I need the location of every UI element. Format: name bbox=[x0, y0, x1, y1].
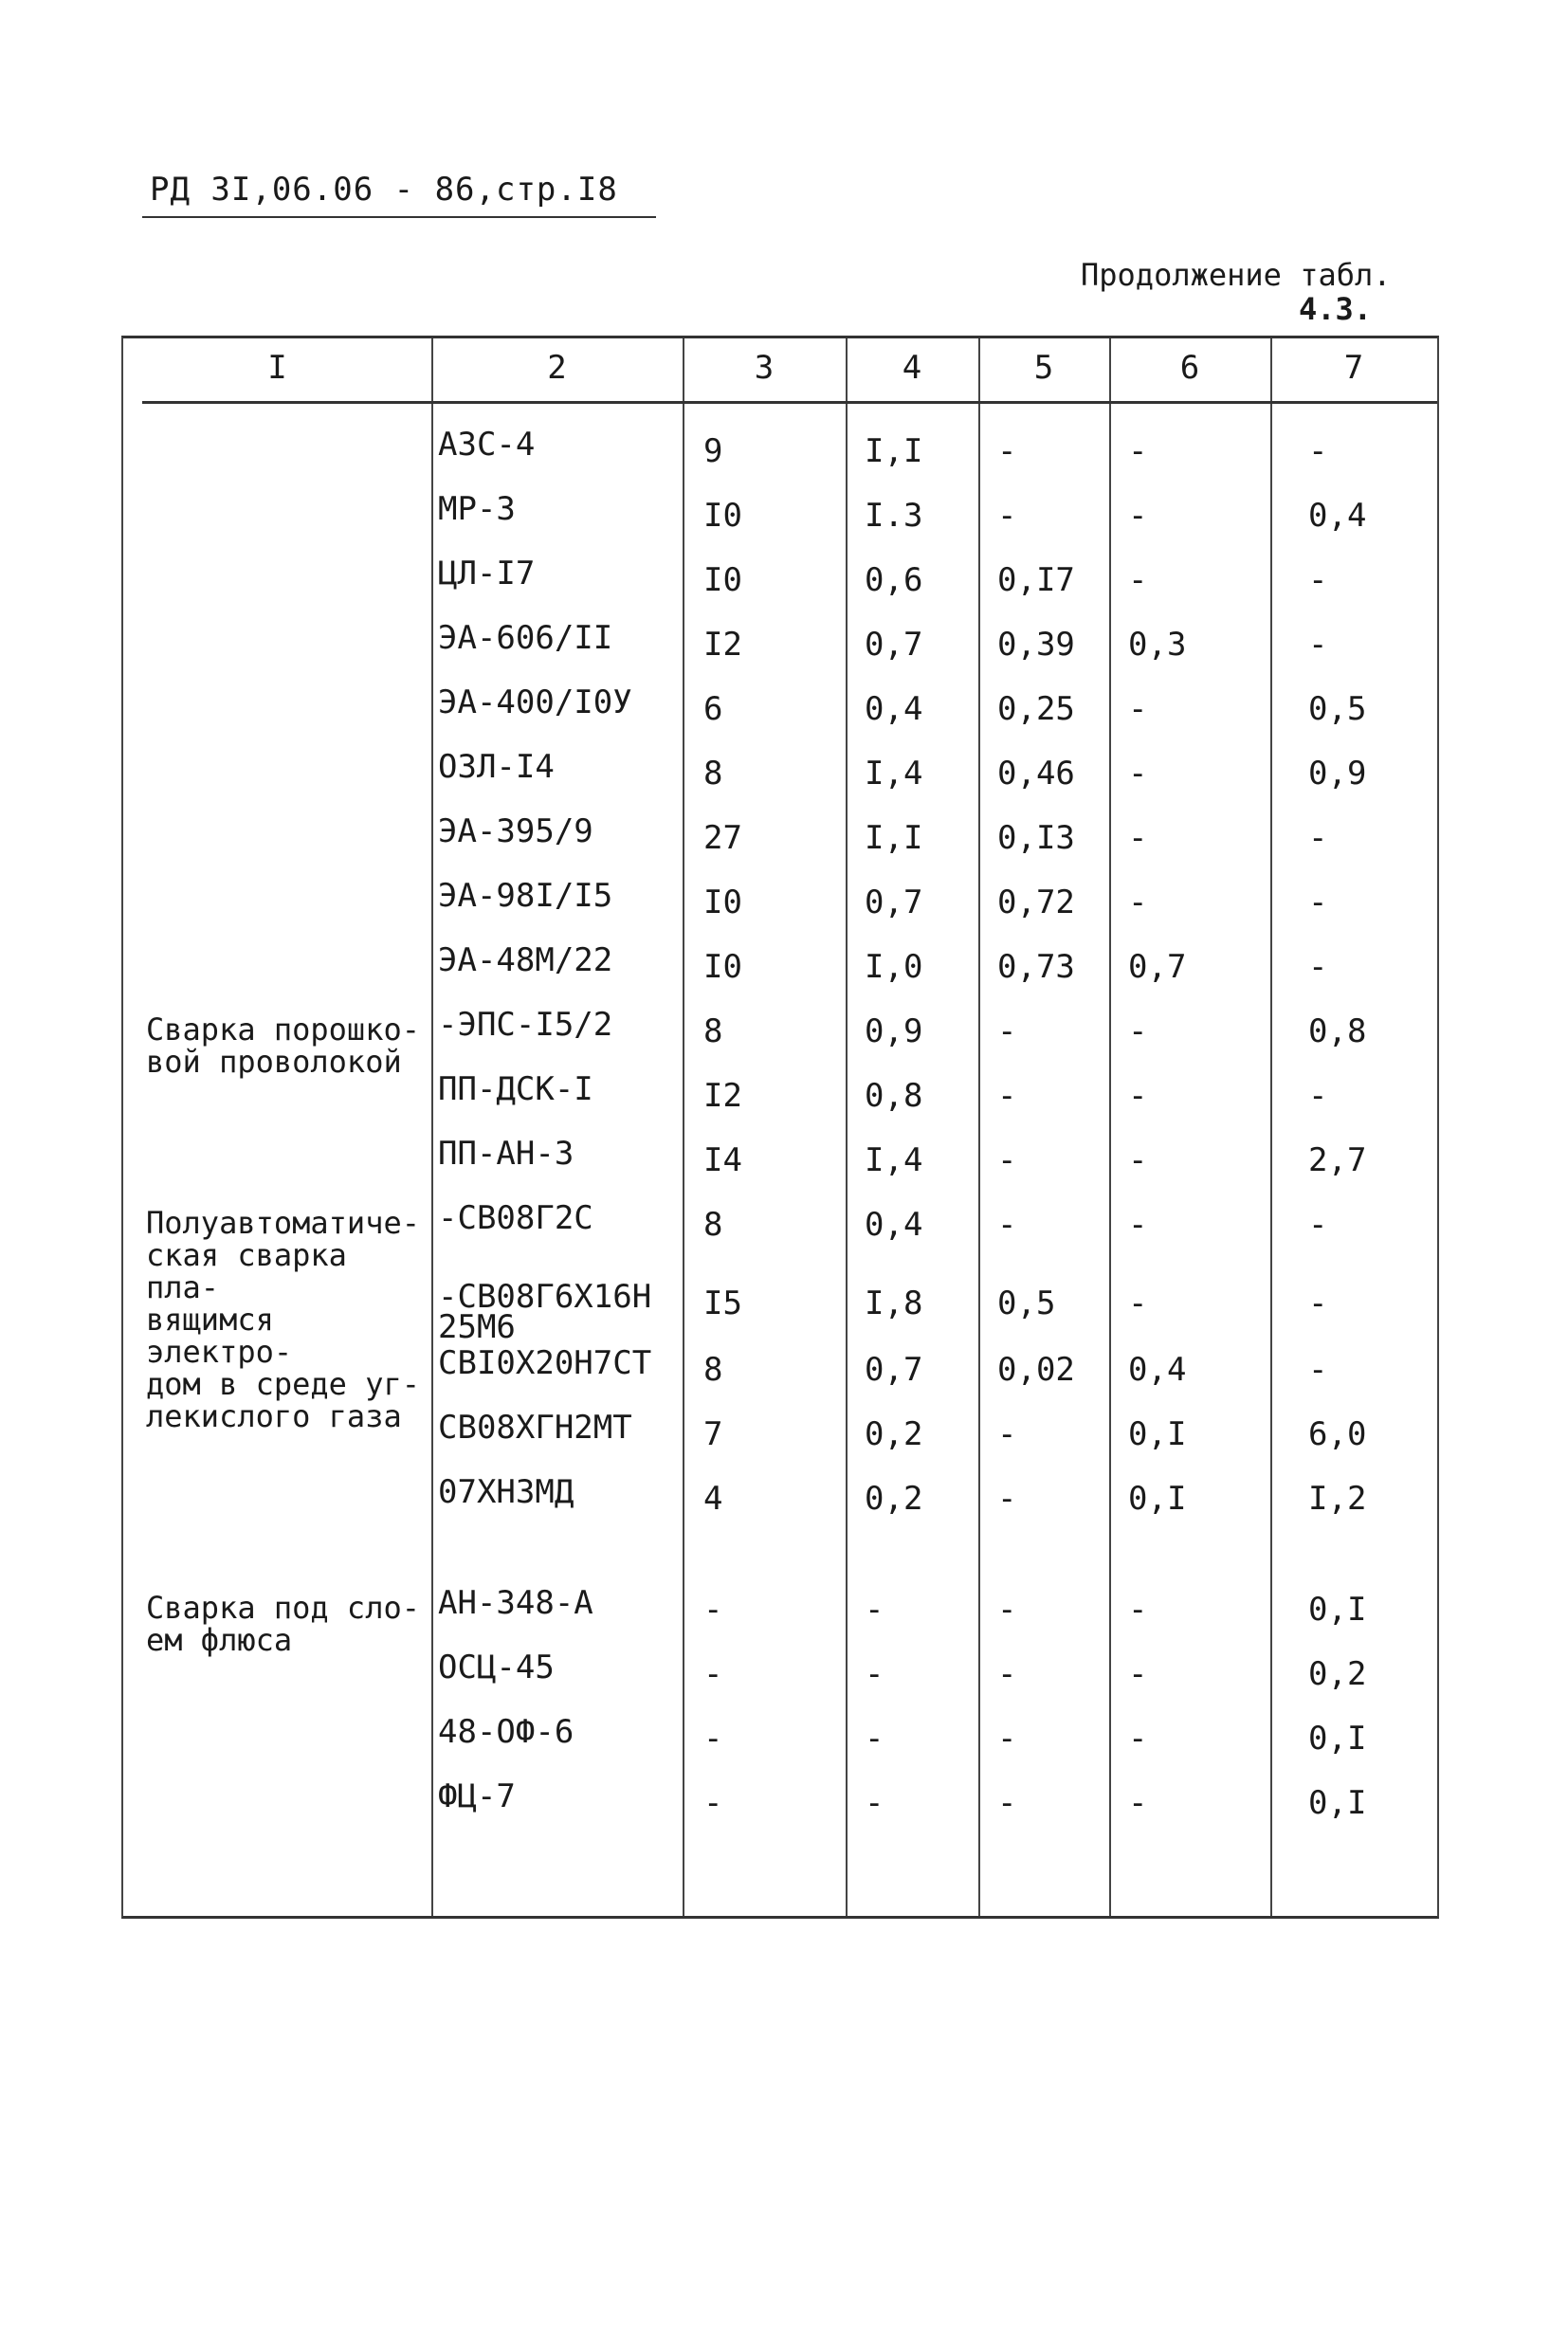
cell-col-2: -СВ08Г2С bbox=[438, 1199, 593, 1237]
column-header-5: 5 bbox=[1033, 349, 1054, 387]
cell-col-7: I,2 bbox=[1308, 1480, 1367, 1518]
cell-col-6: - bbox=[1128, 755, 1148, 793]
cell-col-3: I0 bbox=[703, 948, 742, 986]
cell-col-4: 0,7 bbox=[865, 884, 923, 921]
cell-col-2: ПП-ДСК-I bbox=[438, 1070, 593, 1108]
cell-col-4: I,I bbox=[865, 819, 923, 857]
table-row bbox=[123, 1713, 1437, 1774]
table-row bbox=[123, 812, 1437, 873]
cell-col-7: - bbox=[1308, 626, 1328, 664]
cell-col-3: 8 bbox=[703, 755, 723, 793]
cell-col-4: 0,8 bbox=[865, 1077, 923, 1115]
document-reference: РД 3I,06.06 - 86,стр.I8 bbox=[142, 171, 656, 218]
cell-col-5: - bbox=[997, 1141, 1017, 1179]
cell-col-4: 0,4 bbox=[865, 690, 923, 728]
cell-col-5: - bbox=[997, 1480, 1017, 1518]
cell-col-5: - bbox=[997, 1012, 1017, 1050]
cell-col-7: - bbox=[1308, 948, 1328, 986]
column-header-4: 4 bbox=[902, 349, 922, 387]
table-row bbox=[123, 1777, 1437, 1838]
cell-col-3: 27 bbox=[703, 819, 742, 857]
cell-col-7: - bbox=[1308, 1285, 1328, 1322]
cell-col-3: 8 bbox=[703, 1206, 723, 1244]
cell-col-5: - bbox=[997, 1206, 1017, 1244]
row-group-label: Полуавтоматиче- ская сварка пла- вящимся электро- дом в среде уг- лекислого газа bbox=[146, 1205, 420, 1434]
cell-col-6: 0,I bbox=[1128, 1415, 1187, 1453]
column-header-2: 2 bbox=[547, 349, 567, 387]
cell-col-7: - bbox=[1308, 819, 1328, 857]
table-row bbox=[123, 1649, 1437, 1709]
cell-col-7: - bbox=[1308, 884, 1328, 921]
cell-col-4: - bbox=[865, 1784, 884, 1822]
cell-col-6: - bbox=[1128, 884, 1148, 921]
cell-col-4: 0,4 bbox=[865, 1206, 923, 1244]
cell-col-6: 0,I bbox=[1128, 1480, 1187, 1518]
table-row bbox=[123, 619, 1437, 680]
cell-col-3: I0 bbox=[703, 884, 742, 921]
cell-col-6: - bbox=[1128, 561, 1148, 599]
cell-col-7: 2,7 bbox=[1308, 1141, 1367, 1179]
cell-col-7: - bbox=[1308, 1206, 1328, 1244]
table-row bbox=[123, 1070, 1437, 1131]
cell-col-3: - bbox=[703, 1720, 723, 1758]
cell-col-7: 0,9 bbox=[1308, 755, 1367, 793]
cell-col-3: I0 bbox=[703, 561, 742, 599]
cell-col-5: 0,5 bbox=[997, 1285, 1056, 1322]
cell-col-2: АЗС-4 bbox=[438, 426, 536, 464]
cell-col-2: ЭА-606/II bbox=[438, 619, 613, 657]
cell-col-4: I,0 bbox=[865, 948, 923, 986]
cell-col-4: I,4 bbox=[865, 1141, 923, 1179]
table-row bbox=[123, 683, 1437, 744]
cell-col-4: 0,9 bbox=[865, 1012, 923, 1050]
cell-col-5: - bbox=[997, 1591, 1017, 1629]
cell-col-5: - bbox=[997, 1655, 1017, 1693]
table-row bbox=[123, 555, 1437, 615]
header-divider bbox=[142, 401, 1437, 404]
cell-col-2: АН-348-А bbox=[438, 1584, 593, 1622]
cell-col-3: I4 bbox=[703, 1141, 742, 1179]
cell-col-2: СВ08ХГН2МТ bbox=[438, 1409, 632, 1447]
cell-col-3: 9 bbox=[703, 432, 723, 470]
cell-col-5: 0,39 bbox=[997, 626, 1075, 664]
cell-col-4: - bbox=[865, 1591, 884, 1629]
table-row bbox=[123, 877, 1437, 938]
cell-col-6: - bbox=[1128, 432, 1148, 470]
cell-col-5: - bbox=[997, 1720, 1017, 1758]
row-group-label: Сварка порошко- вой проволокой bbox=[146, 1011, 420, 1080]
cell-col-6: - bbox=[1128, 1285, 1148, 1322]
table-caption-number: 4.3. bbox=[1299, 291, 1373, 327]
cell-col-3: - bbox=[703, 1784, 723, 1822]
cell-col-4: I.3 bbox=[865, 497, 923, 535]
cell-col-5: 0,46 bbox=[997, 755, 1075, 793]
cell-col-6: - bbox=[1128, 1784, 1148, 1822]
cell-col-5: 0,25 bbox=[997, 690, 1075, 728]
cell-col-3: 7 bbox=[703, 1415, 723, 1453]
cell-col-2: 48-ОФ-6 bbox=[438, 1713, 574, 1751]
cell-col-2: -ЭПС-I5/2 bbox=[438, 1006, 613, 1044]
cell-col-6: - bbox=[1128, 1591, 1148, 1629]
table-row bbox=[123, 748, 1437, 809]
column-header-7: 7 bbox=[1343, 349, 1364, 387]
cell-col-7: 6,0 bbox=[1308, 1415, 1367, 1453]
cell-col-6: - bbox=[1128, 690, 1148, 728]
cell-col-7: 0,2 bbox=[1308, 1655, 1367, 1693]
cell-col-2: ФЦ-7 bbox=[438, 1777, 516, 1815]
cell-col-7: 0,I bbox=[1308, 1784, 1367, 1822]
column-header-3: 3 bbox=[754, 349, 775, 387]
cell-col-4: I,8 bbox=[865, 1285, 923, 1322]
cell-col-6: - bbox=[1128, 497, 1148, 535]
cell-col-3: I2 bbox=[703, 626, 742, 664]
cell-col-3: I2 bbox=[703, 1077, 742, 1115]
cell-col-6: - bbox=[1128, 1655, 1148, 1693]
cell-col-2: СВI0Х20Н7СТ bbox=[438, 1344, 652, 1382]
column-header-6: 6 bbox=[1179, 349, 1200, 387]
cell-col-5: 0,I3 bbox=[997, 819, 1075, 857]
cell-col-3: 8 bbox=[703, 1351, 723, 1389]
cell-col-5: - bbox=[997, 1784, 1017, 1822]
cell-col-4: 0,2 bbox=[865, 1415, 923, 1453]
cell-col-7: - bbox=[1308, 561, 1328, 599]
cell-col-3: 6 bbox=[703, 690, 723, 728]
cell-col-4: 0,6 bbox=[865, 561, 923, 599]
cell-col-4: I,I bbox=[865, 432, 923, 470]
cell-col-2: ЭА-98I/I5 bbox=[438, 877, 613, 915]
cell-col-5: - bbox=[997, 497, 1017, 535]
cell-col-2: ПП-АН-3 bbox=[438, 1135, 574, 1173]
cell-col-2: ЭА-400/I0У bbox=[438, 683, 632, 721]
cell-col-2: -СВ08Г6Х16Н 25М6 bbox=[438, 1278, 652, 1346]
table-row bbox=[123, 941, 1437, 1002]
cell-col-2: ОСЦ-45 bbox=[438, 1649, 555, 1686]
cell-col-3: 4 bbox=[703, 1480, 723, 1518]
cell-col-6: - bbox=[1128, 1141, 1148, 1179]
cell-col-3: - bbox=[703, 1591, 723, 1629]
cell-col-5: - bbox=[997, 1077, 1017, 1115]
table-caption bbox=[1081, 258, 1392, 326]
cell-col-7: 0,I bbox=[1308, 1591, 1367, 1629]
cell-col-7: 0,5 bbox=[1308, 690, 1367, 728]
cell-col-6: - bbox=[1128, 819, 1148, 857]
cell-col-3: 8 bbox=[703, 1012, 723, 1050]
cell-col-5: - bbox=[997, 432, 1017, 470]
table-row bbox=[123, 1473, 1437, 1534]
cell-col-2: 07ХН3МД bbox=[438, 1473, 574, 1511]
cell-col-3: I0 bbox=[703, 497, 742, 535]
cell-col-6: - bbox=[1128, 1077, 1148, 1115]
cell-col-4: - bbox=[865, 1720, 884, 1758]
cell-col-4: 0,7 bbox=[865, 626, 923, 664]
table-caption-line1: Продолжение табл. bbox=[1081, 257, 1392, 293]
cell-col-3: I5 bbox=[703, 1285, 742, 1322]
cell-col-7: - bbox=[1308, 1351, 1328, 1389]
cell-col-6: 0,3 bbox=[1128, 626, 1187, 664]
cell-col-6: - bbox=[1128, 1012, 1148, 1050]
cell-col-4: 0,7 bbox=[865, 1351, 923, 1389]
cell-col-4: - bbox=[865, 1655, 884, 1693]
cell-col-5: 0,02 bbox=[997, 1351, 1075, 1389]
cell-col-5: 0,73 bbox=[997, 948, 1075, 986]
cell-col-6: - bbox=[1128, 1206, 1148, 1244]
cell-col-7: 0,4 bbox=[1308, 497, 1367, 535]
cell-col-7: 0,8 bbox=[1308, 1012, 1367, 1050]
cell-col-4: 0,2 bbox=[865, 1480, 923, 1518]
cell-col-6: - bbox=[1128, 1720, 1148, 1758]
table-row bbox=[123, 426, 1437, 486]
data-table bbox=[121, 336, 1439, 1919]
cell-col-4: I,4 bbox=[865, 755, 923, 793]
table-row bbox=[123, 1135, 1437, 1195]
cell-col-5: 0,I7 bbox=[997, 561, 1075, 599]
cell-col-7: - bbox=[1308, 432, 1328, 470]
cell-col-2: ОЗЛ-I4 bbox=[438, 748, 555, 786]
cell-col-7: - bbox=[1308, 1077, 1328, 1115]
column-header-1: I bbox=[267, 349, 287, 387]
row-group-label: Сварка под сло- ем флюса bbox=[146, 1590, 420, 1658]
table-row bbox=[123, 490, 1437, 551]
cell-col-7: 0,I bbox=[1308, 1720, 1367, 1758]
cell-col-5: - bbox=[997, 1415, 1017, 1453]
cell-col-2: МР-3 bbox=[438, 490, 516, 528]
cell-col-3: - bbox=[703, 1655, 723, 1693]
cell-col-6: 0,4 bbox=[1128, 1351, 1187, 1389]
cell-col-6: 0,7 bbox=[1128, 948, 1187, 986]
cell-col-2: ЦЛ-I7 bbox=[438, 555, 536, 592]
cell-col-5: 0,72 bbox=[997, 884, 1075, 921]
cell-col-2: ЭА-48М/22 bbox=[438, 941, 613, 979]
cell-col-2: ЭА-395/9 bbox=[438, 812, 593, 850]
